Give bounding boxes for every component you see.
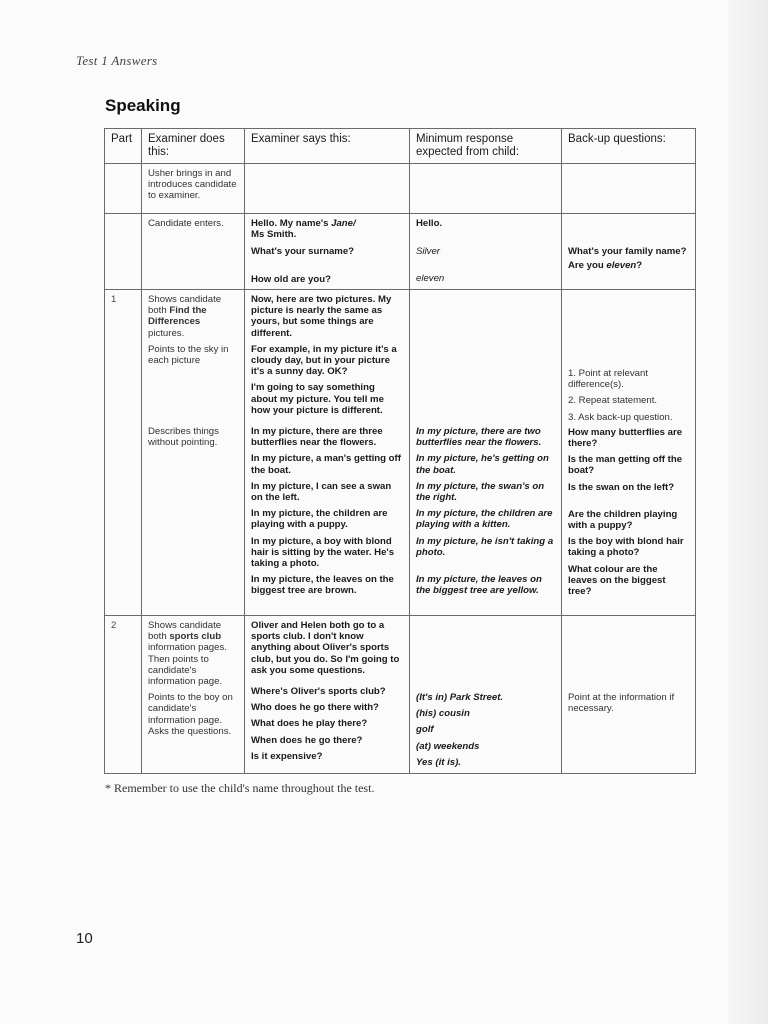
examiner-does-cell	[142, 164, 245, 214]
response-text: Silver	[416, 246, 440, 258]
backup-cell	[562, 616, 696, 774]
response-text: (It's in) Park Street.	[416, 692, 504, 703]
backup-text: What's your family name?	[568, 246, 687, 257]
backup-text: How many butterflies are there?	[568, 426, 683, 450]
response-text: In my picture, the children are playing with a kitten.	[416, 508, 553, 531]
response-text: (at) weekends	[416, 740, 480, 752]
backup-cell	[562, 290, 696, 616]
backup-step: 1. Point at relevant difference(s).	[568, 368, 648, 391]
says-text: Who does he go there with?	[251, 702, 379, 714]
does-text: Describes things without pointing.	[148, 426, 219, 449]
table-row	[105, 164, 696, 214]
response-text: eleven	[416, 273, 445, 285]
backup-text	[568, 260, 689, 271]
does-text	[148, 294, 238, 339]
does-fragment: Shows candidate both	[148, 294, 222, 317]
header-minimum-response: Minimum response expected from child:	[410, 129, 562, 164]
does-fragment: pictures.	[148, 327, 185, 339]
backup-fragment: Are you	[568, 260, 607, 272]
says-text: Now, here are two pictures. My picture is nearly the same as yours, but some things are different.	[251, 294, 392, 339]
says-text: In my picture, a man's getting off the boat.	[251, 453, 401, 476]
header-examiner-says: Examiner says this:	[245, 129, 410, 164]
table-row	[105, 214, 696, 290]
part-cell: 1	[105, 290, 142, 616]
page-number: 10	[76, 930, 93, 947]
backup-italic: eleven	[606, 260, 637, 272]
examiner-says-cell	[245, 290, 410, 616]
response-cell	[410, 214, 562, 290]
backup-text: Is the boy with blond hair taking a photo?	[568, 536, 684, 559]
backup-fragment: ?	[636, 260, 643, 272]
part-cell	[105, 214, 142, 290]
says-text: In my picture, the leaves on the biggest tree are brown.	[251, 574, 394, 597]
header-part: Part	[105, 129, 142, 164]
part-cell: 2	[105, 616, 142, 774]
examiner-does-cell	[142, 214, 245, 290]
page-edge-shadow	[728, 0, 768, 1024]
examiner-says-cell	[245, 164, 410, 214]
says-text: Oliver and Helen both go to a sports club. I don't know anything about Oliver's sports club, but you do. So I'm going to ask you some questions.	[251, 620, 400, 676]
response-text: In my picture, he isn't taking a photo.	[416, 535, 554, 558]
does-bold: Find the Differences	[148, 305, 207, 328]
speaking-table	[104, 128, 696, 774]
footnote: * Remember to use the child's name throughout the test.	[105, 781, 375, 795]
header-row	[105, 129, 696, 164]
response-cell	[410, 616, 562, 774]
says-text: In my picture, a boy with blond hair is sitting by the water. He's taking a photo.	[251, 535, 395, 570]
does-fragment: information pages. Then points to candidate's information page.	[148, 642, 227, 688]
backup-step: 3. Ask back-up question.	[568, 411, 673, 423]
does-text: Points to the sky in each picture	[148, 343, 229, 367]
examiner-does-cell	[142, 290, 245, 616]
does-text: Candidate enters.	[148, 218, 224, 229]
table-row	[105, 290, 696, 616]
backup-cell	[562, 164, 696, 214]
says-text: When does he go there?	[251, 734, 363, 746]
does-text	[148, 620, 238, 687]
examiner-does-cell	[142, 616, 245, 774]
does-bold: sports club	[169, 631, 222, 643]
running-head: Test 1 Answers	[76, 53, 158, 68]
says-text: Is it expensive?	[251, 750, 323, 762]
examiner-says-cell	[245, 616, 410, 774]
header-examiner-does: Examiner does this:	[142, 129, 245, 164]
backup-cell	[562, 214, 696, 290]
examiner-says-cell	[245, 214, 410, 290]
says-italic: Jane/	[331, 218, 356, 229]
response-cell	[410, 164, 562, 214]
backup-text: Is the swan on the left?	[568, 481, 675, 493]
says-text: How old are you?	[251, 273, 331, 285]
response-text: Yes (it is).	[416, 756, 461, 768]
backup-step: 2. Repeat statement.	[568, 395, 658, 407]
backup-text: Point at the information if necessary.	[568, 692, 675, 715]
response-cell	[410, 290, 562, 616]
header-backup-questions: Back-up questions:	[562, 129, 696, 164]
response-text: Hello.	[416, 218, 443, 229]
part-cell	[105, 164, 142, 214]
response-text: golf	[416, 724, 434, 736]
does-text: Usher brings in and introduces candidate to examiner.	[148, 168, 237, 202]
response-text: In my picture, there are two butterflies near the flowers.	[416, 426, 542, 449]
backup-text: Are the children playing with a puppy?	[568, 508, 678, 532]
does-fragment: Shows candidate both	[148, 620, 222, 643]
backup-text: What colour are the leaves on the biggest tree?	[568, 563, 666, 598]
response-text: In my picture, he's getting on the boat.	[416, 453, 549, 476]
says-text: What's your surname?	[251, 246, 355, 258]
says-text	[251, 218, 403, 240]
says-text: In my picture, there are three butterflies near the flowers.	[251, 426, 383, 449]
table-row	[105, 616, 696, 774]
does-text: Points to the boy on candidate's information page. Asks the questions.	[148, 692, 233, 737]
says-text: In my picture, I can see a swan on the left.	[251, 480, 392, 504]
response-text: (his) cousin	[416, 708, 470, 720]
says-text: Where's Oliver's sports club?	[251, 686, 386, 698]
says-fragment: Ms Smith.	[251, 229, 297, 241]
response-text: In my picture, the leaves on the biggest tree are yellow.	[416, 574, 542, 597]
says-text: In my picture, the children are playing with a puppy.	[251, 508, 388, 531]
says-text: For example, in my picture it's a cloudy day, but in your picture it's a sunny day. OK?	[251, 343, 397, 378]
says-text: What does he play there?	[251, 718, 368, 730]
section-title: Speaking	[105, 96, 181, 115]
says-text: I'm going to say something about my picture. You tell me how your picture is different.	[251, 382, 384, 416]
backup-text: Is the man getting off the boat?	[568, 454, 683, 477]
says-fragment: Hello. My name's	[251, 218, 332, 229]
response-text: In my picture, the swan's on the right.	[416, 480, 545, 504]
